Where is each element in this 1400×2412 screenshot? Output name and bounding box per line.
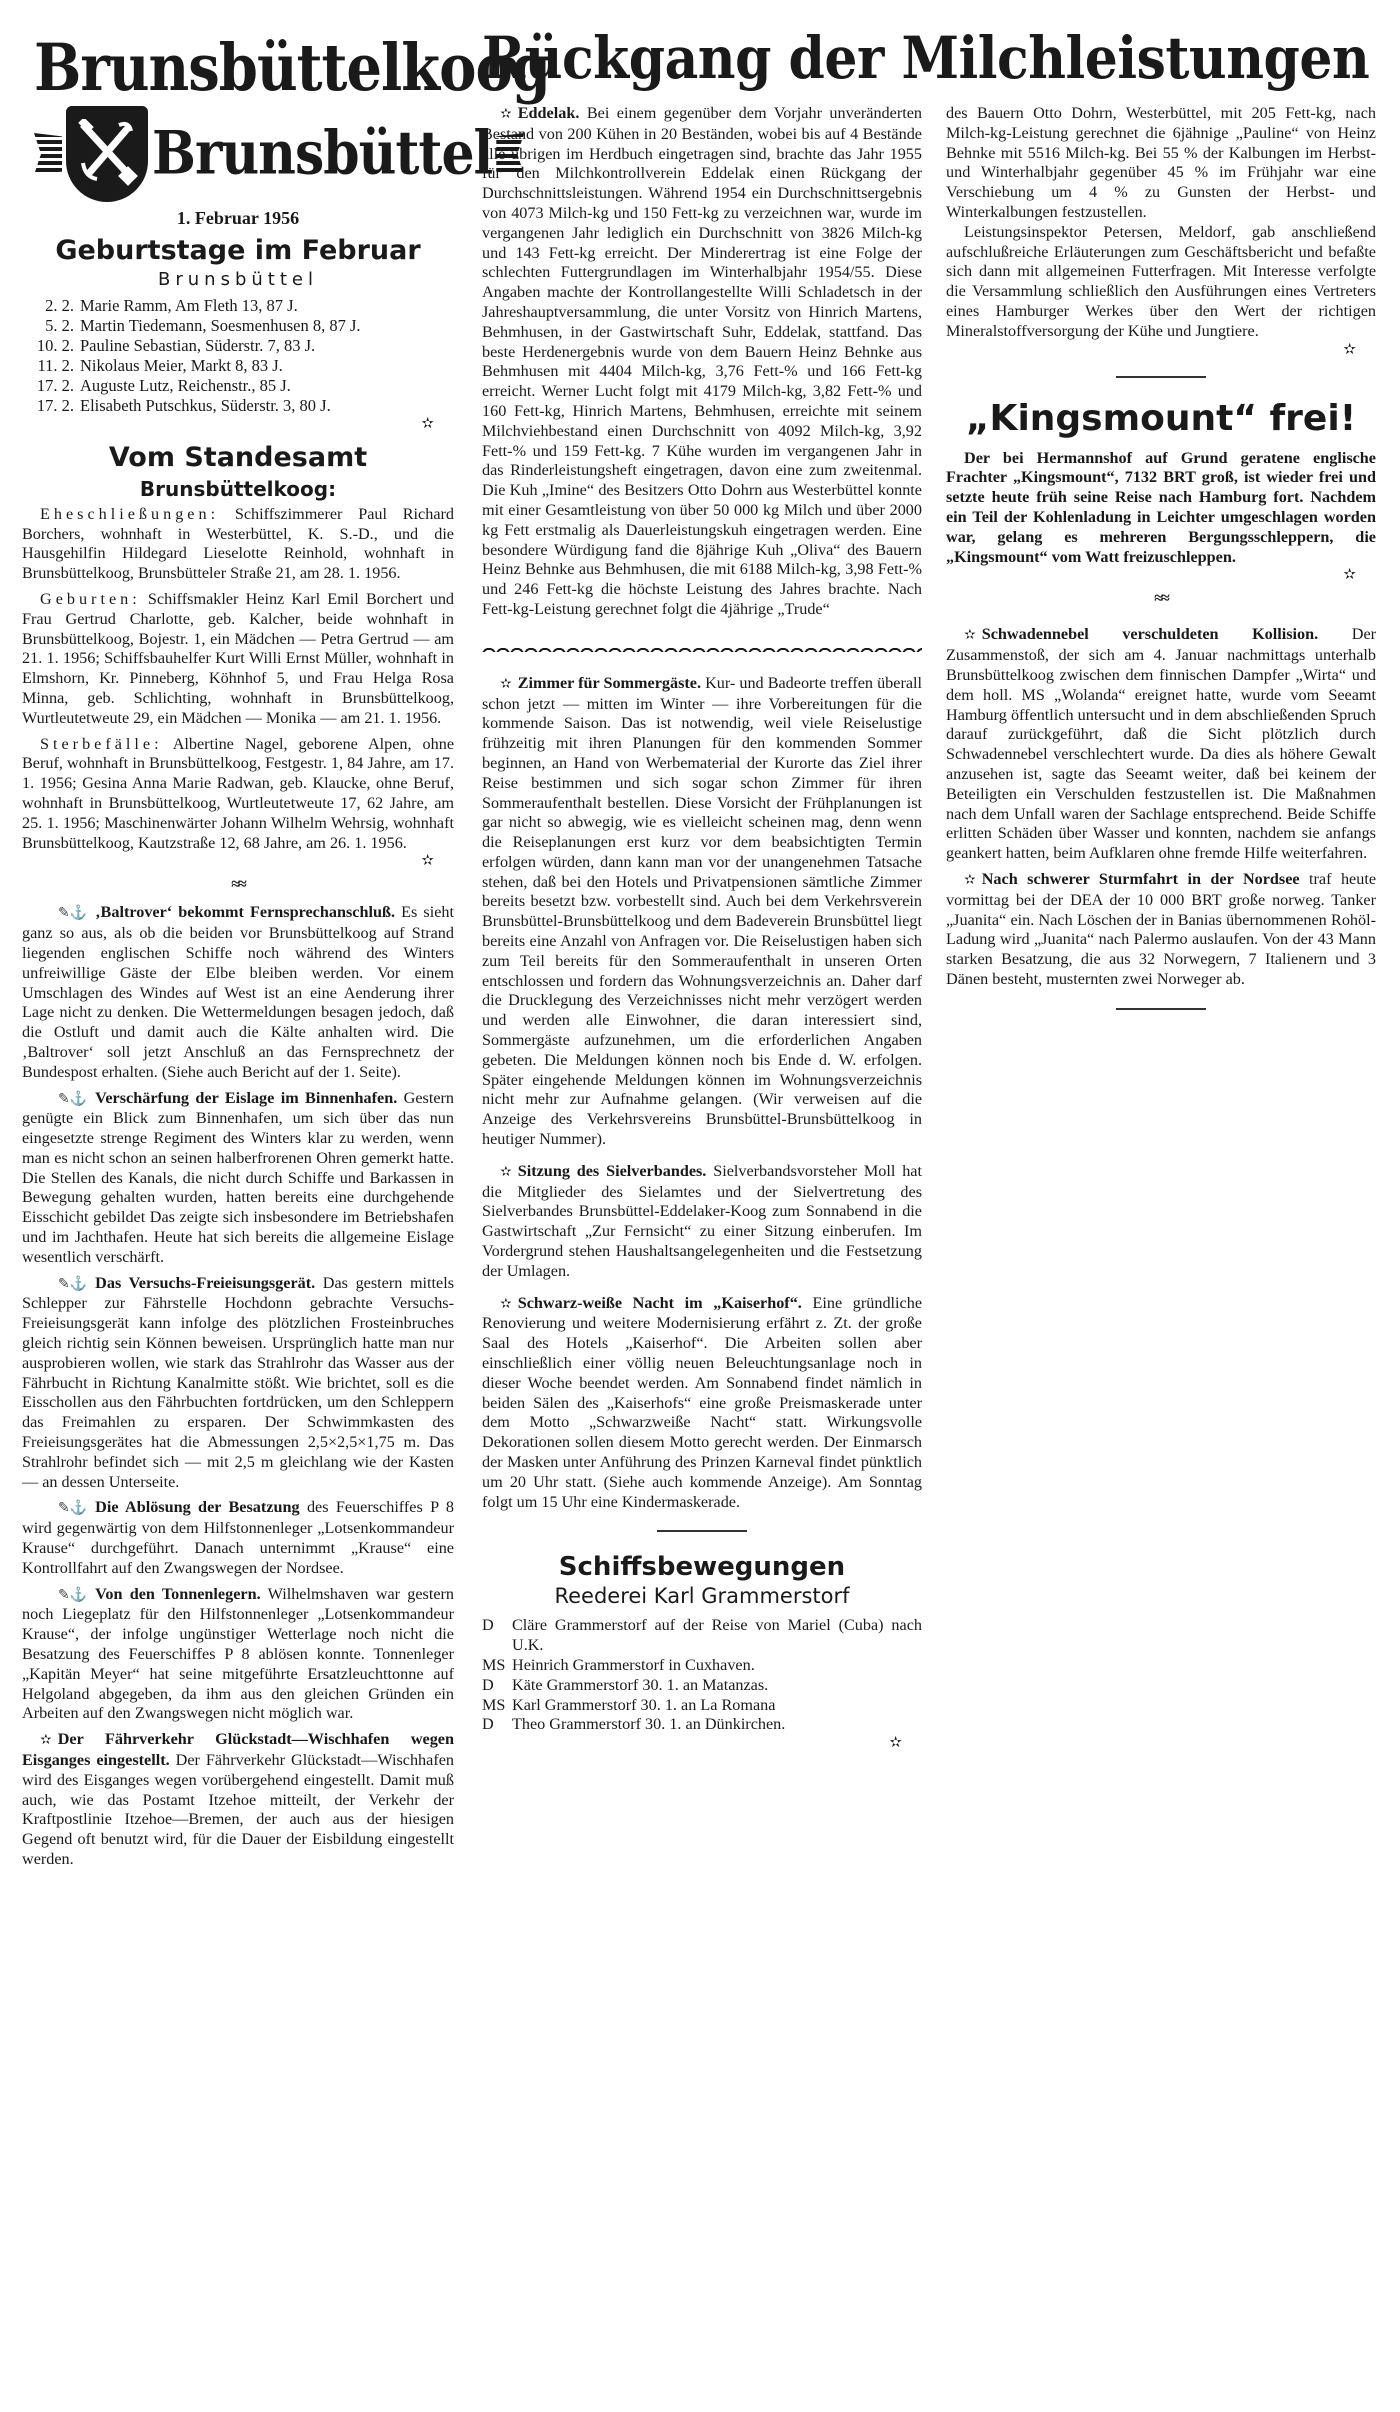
banner-left-icon <box>34 133 62 175</box>
star-icon: ✫ <box>421 416 434 433</box>
star-icon: ✫ <box>421 853 434 870</box>
star-icon: ✫ <box>40 1733 52 1749</box>
news-item: ✫ Schwadennebel verschuldeten Kollision. Der Zusammenstoß, der sich am 4. Januar nachmittags unterhalb Brunsbüttelkoog zwischen dem finnischen Dampfer „Wirta“ und dem holl. MS „Wolanda“ ereignet hatte, wurde vom Seeamt Hamburg öffentlich untersucht und in dem abschließenden Spruch darauf zurückgeführt, daß die Sicht plötzlich durch Schwadennebel verschlechtert wurde. Da dies als höhere Gewalt anzusehen ist, sagte das Seeamt weiter, daß bei keinem der Beteiligten ein Verschulden festzustellen ist. Die Maßnahmen nach dem Unfall waren der Sachlage entsprechend. Beide Schiffe erlitten Schäden über Wasser und konnten, nachdem sie anfangs geankert hatten, beim Aufklaren ohne fremde Hilfe weiterfahren. <box>946 625 1377 863</box>
kingsmount-title: „Kingsmount“ frei! <box>965 397 1357 439</box>
standesamt-entry: Sterbefälle: Albertine Nagel, geborene Alpen, ohne Beruf, wohnhaft in Brunsbüttelkoog, Festgestr. 1, 84 Jahre, am 17. 1. 1956; Gesina Anna Marie Radwan, geb. Klaucke, ohne Beruf, wohnhaft in Brunsbüttelkoog, Wurtleutetweute 17, 62 Jahre, am 25. 1. 1956; Maschinenwärter Johann Wilhelm Wehrsig, wohnhaft Brunsbüttelkoog, Kautzstraße 12, 68 Jahre, am 26. 1. 1956. <box>22 734 455 852</box>
ship-movements-section <box>482 1552 922 1751</box>
coat-of-arms-icon <box>66 106 148 202</box>
ship-entry: D Cläre Grammerstorf auf der Reise von Mariel (Cuba) nach U.K. <box>482 1616 922 1655</box>
birthdays-section <box>22 235 454 432</box>
anchor-pen-icon: ✎⚓ <box>58 1587 88 1603</box>
news-item: ✎⚓ Die Ablösung der Besatzung des Feuerschiffes P 8 wird gegenwärtig von dem Hilfstonnenleger „Lotsenkommandeur Krause“ durchgeführt. Danach unternimmt „Krause“ eine Kontrollfahrt auf den Zwangswegen der Nordsee. <box>22 1498 455 1577</box>
standesamt-place: Brunsbüttelkoog: <box>139 476 337 501</box>
birthday-entry: 10. 2. Pauline Sebastian, Süderstr. 7, 83 J. <box>36 336 316 356</box>
news-item: ✫ Sitzung des Sielverbandes. Sielverbandsvorsteher Moll hat die Mitglieder des Sielamtes und der Sielvertretung des Sielverbandes Brunsbüttel-Eddelaker-Koog zum Sonnabend in die Gastwirtschaft „Zur Fernsicht“ zu einer Sitzung einberufen. Im Vordergrund stehen Haushaltsangelegenheiten und die Festsetzung der Umlagen. <box>482 1161 922 1280</box>
masthead-title-2: Brunsbüttel <box>152 118 493 189</box>
kingsmount-section <box>946 398 1376 608</box>
star-icon: ✫ <box>964 628 976 644</box>
anchor-pen-icon: ✎⚓ <box>58 1501 88 1517</box>
divider <box>657 1530 747 1532</box>
right-column <box>946 104 1376 1030</box>
milk-article-part-2: des Bauern Otto Dohrn, Westerbüttel, mit 205 Fett-kg, nach Milch-kg-Leistung gerechnet die 6jähnige „Pauline“ von Heinz Behnke mit 5516 Milch-kg. Bei 55 % der Kalbungen im Herbst- und Winterhalbjahr gegenüber 45 % im Frühjahr war eine Verschiebung um 4 % zu Gunsten der Herbst- und Winterkalbungen festzustellen. <box>946 104 1376 221</box>
star-icon: ✫ <box>889 1735 902 1752</box>
news-item: ✎⚓ ‚Baltrover‘ bekommt Fernsprechanschluß. Es sieht ganz so aus, als ob die beiden vor Brunsbüttelkoog auf Strand liegenden englischen Schiffe noch während des Winters unfreiwillige Gäste der Elbe bleiben werden. Vor einem Umschlagen des Windes auf West ist an eine Aenderung ihrer Lage nicht zu denken. Die Wettermeldungen besagen jedoch, daß die Ostluft und damit auch die Kälte anhalten wird. Die ‚Baltrover‘ soll jetzt Anschluß an das Fernsprechnetz der Bundespost erhalten. (Siehe auch Bericht auf der 1. Seite). <box>22 903 454 1081</box>
main-headline: Rückgang der Milchleistungen <box>482 24 1370 93</box>
middle-column <box>482 104 922 1751</box>
kingsmount-text: Der bei Hermannshof auf Grund geratene englische Frachter „Kingsmount“, 7132 BRT groß, ist wieder frei und setzte heute früh seine Reise nach Hamburg fort. Nachdem ein Teil der Kohlenladung in Leichter umgeschlagen worden war, gelang es mehreren Bergungsschleppern, die „Kingsmount“ vom Watt freizuschleppen. <box>946 448 1376 566</box>
masthead <box>22 0 550 200</box>
wave-divider-icon: ≈≈ <box>1154 590 1168 608</box>
star-icon: ✫ <box>500 676 512 692</box>
news-item: ✫ Schwarz-weiße Nacht im „Kaiserhof“. Eine gründliche Renovierung und weitere Modernisierung erfährt z. Zt. der große Saal des Hotels „Kaiserhof“. Die Arbeiten sollen aber einschließlich einer völlig neuen Beleuchtungsanlage noch in dieser Woche beendet werden. Am Sonnabend findet nämlich in beiden Sälen des „Kaiserhofs“ eine große Preismaskerade unter dem Motto „Schwarzweiße Nacht“ statt. Wirkungsvolle Dekorationen sollen diesem Motto gerecht werden. Der Einmarsch der Masken unter Anführung des Prinzen Karneval findet pünktlich um 20 Uhr statt. (Siehe auch kommende Anzeige). Am Sonntag folgt um 15 Uhr eine Kindermaskerade. <box>482 1293 923 1511</box>
birthday-entry: 17. 2. Auguste Lutz, Reichenstr., 85 J. <box>36 376 291 396</box>
ship-entry: D Käte Grammerstorf 30. 1. an Matanzas. <box>482 1675 769 1694</box>
birthday-entry: 17. 2. Elisabeth Putschkus, Süderstr. 3, 80 J. <box>36 396 331 416</box>
ship-movements-title: Schiffsbewegungen <box>558 1552 846 1583</box>
milk-article-part-3: Leistungsinspektor Petersen, Meldorf, gab anschließend aufschlußreiche Erläuterungen zum Geschäftsbericht und befaßte sich dann mit allgemeinen Futterfragen. Mit Interesse verfolgte die Versammlung schließlich den Ausführungen eines Vertreters eines Hamburger Werkes über den Wert der richtigen Mineralstoffversorgung der Kühe und Jungtiere. <box>946 222 1376 340</box>
divider <box>1116 1008 1206 1010</box>
star-icon: ✫ <box>500 1164 512 1180</box>
masthead-title-1: Brunsbüttelkoog <box>34 30 550 107</box>
ship-entry: D Theo Grammerstorf 30. 1. an Dünkirchen. <box>482 1715 786 1734</box>
ship-list <box>482 1616 922 1735</box>
birthday-list <box>22 296 454 416</box>
birthday-entry: 11. 2. Nikolaus Meier, Markt 8, 83 J. <box>37 356 283 376</box>
news-item: ✎⚓ Das Versuchs-Freieisungsgerät. Das gestern mittels Schlepper zur Fährstelle Hochdonn gebrachte Versuchs-Freieisungsgerät kann infolge des plötzlichen Frosteinbruches gleich richtig sein Können beweisen. Ursprünglich hatte man nur ausprobieren wollen, wie stark das Strahlrohr das Wasser aus der Fährbucht in Richtung Kanalmitte stößt. Wie brichtet, soll es die Eisschollen aus den Fährbuchten fortdrücken, um den Schleppern das Freimahlen zu ersparen. Der Schwimmkasten des Freieisungsgerätes hat die Abmessungen 2,5×2,5×1,75 m. Das Strahlrohr befindet sich — mit 2,5 m gleichlang wie der Kasten — an dessen Unterseite. <box>22 1273 455 1491</box>
anchor-pen-icon: ✎⚓ <box>58 1091 88 1107</box>
star-icon: ✫ <box>964 872 976 888</box>
birthdays-place: Brunsbüttel <box>158 269 318 291</box>
birthday-entry: 2. 2. Marie Ramm, Am Fleth 13, 87 J. <box>45 296 298 316</box>
wave-divider-icon: ≈≈ <box>231 876 245 894</box>
ship-entry: MS Heinrich Grammerstorf in Cuxhaven. <box>482 1655 755 1674</box>
ship-entry: MS Karl Grammerstorf 30. 1. an La Romana <box>482 1695 776 1714</box>
standesamt-entry: Geburten: Schiffsmakler Heinz Karl Emil Borchert und Frau Gertrud Charlotte, geb. Kalcher, beide wohnhaft in Brunsbüttelkoog, Bojestr. 1, ein Mädchen — Petra Gertrud — am 21. 1. 1956; Schiffsbauhelfer Kurt Willi Ernst Müller, wohnhaft in Elmshorn, Kr. Pinneberg, Köhnhof 5, und Frau Helga Rosa Minna, geb. Schlichting, wohnhaft in Brunsbüttelkoog, Wurtleutetweute 29, ein Mädchen — Monika — am 21. 1. 1956. <box>22 589 455 727</box>
milk-article-part-1: ✫ Eddelak. Bei einem gegenüber dem Vorjahr unveränderten Bestand von 200 Kühen in 20 Beständen, wobei bis auf 4 Bestände alle übrigen im Herdbuch eingetragen sind, brachte das Jahr 1955 für den Milchkontrollverein Eddelak einen Rückgang der Durchschnittsleistungen. Während 1954 ein Durchschnittsergebnis von 4073 Milch-kg und 150 Fett-kg zu verzeichnen war, wurde im vergangenen Jahr lediglich ein Durchschnitt von 3826 Milch-kg und 143 Fett-kg erreicht. Der Minderertrag ist eine Folge der schlechten Futtergrundlagen im Winterhalbjahr 1954/55. Diese Angaben machte der Kontrollangestellte Willi Schladetsch in der Jahreshauptversammlung, die unter Vorsitz von Hinrich Martens, Behmhusen, in der Gastwirtschaft Suhr, Eddelak, stattfand. Das beste Herdenergebnis wurde von dem Bauern Heinz Behnke aus Behmhusen mit 4404 Milch-kg, 3,76 Fett-% und 166 Fett-kg erreicht. Werner Lucht folgt mit 4179 Milch-kg, 3,82 Fett-% und 160 Fett-kg, Hinrich Martens, Behmhusen, erreichte mit seinem Milchviehbestand einen Durchschnitt von 4092 Milch-kg, 3,92 Fett-% und 159 Fett-kg. 7 Kühe wurden im vergangenen Jahr in das Rinderleistungsheft eingetragen, davon eine zum zweitenmal. Die Kuh „Imine“ des Besitzers Otto Dohrn aus Westerbüttel konnte mit einer Gesamtleistung von über 50 000 kg Milch und über 2000 kg Fett erstmalig als Dauerleistungskuh eingetragen werden. Eine besondere Würdigung fand die 8jährige Kuh „Oliva“ des Bauern Heinz Behnke aus Behmhusen, die mit 6188 Milch-kg, 3,98 Fett-% und 246 Fett-kg die höchste Leistung des Jahres brachte. Nach Fett-kg-Leistung gerechnet folgt die 4jährige „Trude“ <box>482 104 923 618</box>
issue-date: 1. Februar 1956 <box>176 208 300 228</box>
anchor-pen-icon: ✎⚓ <box>58 1276 88 1292</box>
standesamt-entry: Eheschließungen: Schiffszimmerer Paul Richard Borchers, wohnhaft in Westerbüttel, K. S.-D., und die Hausgehilfin Hildegard Lieselotte Reinhold, wohnhaft in Brunsbüttelkoog, Brunsbütteler Straße 21, am 28. 1. 1956. <box>22 504 455 583</box>
left-column <box>22 0 550 1870</box>
birthdays-title: Geburtstage im Februar <box>55 235 421 266</box>
news-item: ✫ Zimmer für Sommergäste. Kur- und Badeorte treffen überall schon jetzt — mitten im Winter — ihre Vorbereitungen für die kommende Saison. Das ist notwendig, weil viele Reiselustige frühzeitig mit ihren Planungen für den kommenden Sommer beginnen, an Hand von Werbematerial der Kurorte das Ziel ihrer Reise bestimmen und sich sogar schon Zimmer für ihren Sommeraufenthalt bestellen. Diese Vorsicht der Frühplanungen ist gar nicht so abwegig, wie es vielleicht scheinen mag, denn wenn die Reiseplanungen erst kurz vor dem beabsichtigten Termin erfolgen würden, dann kann man vor der unangenehmen Tatsache stehen, daß bei den Hotels und Privatpensionen sämtliche Zimmer bereits besetzt bzw. vorbestellt sind. Auch bei dem Verkehrsverein Brunsbüttel-Brunsbüttelkoog und dem Badeverein Brunsbüttel liegt bereits eine Anzahl von Anfragen vor. Die Reiselustigen haben sich zum Teil bereits für den Sommeraufenthalt in unseren Orten entschlossen und fordern das Wohnungsverzeichnis an. Daher darf die Drucklegung des Verzeichnisses nicht mehr verzögert werden und werden alle Einwohner, die daran interessiert sind, Sommergäste aufzunehmen, um die erforderlichen Angaben gebeten. Die Meldungen können noch bis Ende d. W. erfolgen. Später eingehende Meldungen können im Wohnungsverzeichnis nicht mehr zur Aufnahme gelangen. (Wir verweisen auf die Anzeige des Verkehrsvereins Brunsbüttel-Brunsbüttelkoog in heutiger Nummer). <box>482 673 923 1149</box>
shipping-company: Reederei Karl Grammerstorf <box>554 1584 850 1609</box>
news-item: ✎⚓ Von den Tonnenlegern. Wilhelmshaven war gestern noch Liegeplatz für den Hilfstonnenleger „Lotsenkommandeur Krause“, der infolge ungünstiger Wetterlage noch nicht die Besatzung des Feuerschiffes P 8 ablösen konnte. Tonnenleger „Kapitän Meyer“ hat seine mitgeführte Ersatzleuchttonne auf Helgoland abgegeben, da ihm aus den gleichen Gründen ein Arbeiten auf den Zwangswegen nicht möglich war. <box>22 1584 454 1723</box>
anchor-pen-icon: ✎⚓ <box>58 906 88 922</box>
standesamt-title: Vom Standesamt <box>108 442 368 474</box>
wave-divider-icon <box>482 638 922 652</box>
star-icon: ✫ <box>1343 341 1356 358</box>
divider <box>1116 376 1206 378</box>
star-icon: ✫ <box>500 1296 512 1312</box>
star-icon: ✫ <box>500 107 512 122</box>
local-news-left <box>22 903 454 1869</box>
birthday-entry: 5. 2. Martin Tiedemann, Soesmenhusen 8, 87 J. <box>45 316 361 336</box>
news-item: ✫ Der Fährverkehr Glückstadt—Wischhafen wegen Eisganges eingestellt. Der Fährverkehr Glückstadt—Wischhafen wird des Eisganges wegen vorübergehend eingestellt. Damit muß auch, wie das Postamt Itzehoe mitteilt, der Verkehr der Kraftpostlinie Itzehoe—Bremen, der auch aus der hiesigen Gegend oft benutzt wird, für die Dauer der Eisbildung eingestellt werden. <box>22 1730 455 1868</box>
news-item: ✫ Nach schwerer Sturmfahrt in der Nordsee traf heute vormittag bei der DEA der 10 000 BRT große norweg. Tanker „Juanita“ ein. Nach Löschen der in Banias übernommenen Rohöl-Ladung wird „Juanita“ nach Palermo auslaufen. Von der 43 Mann starken Besatzung, die aus 32 Norwegern, 7 Italienern und 3 Dänen besteht, musternten zwei Norweger ab. <box>946 869 1377 988</box>
news-item: ✎⚓ Verschärfung der Eislage im Binnenhafen. Gestern genügte ein Blick zum Binnenhafen, um sich über das nun eingesetzte strenge Regiment des Winters klar zu werden, wenn man es nicht schon an seinen halberfrorenen Ohren gemerkt hatte. Die Stellen des Kanals, die nicht durch Schiffe und Barkassen in Bewegung gehalten wurden, hatten bereits eine durchgehende Eisschicht gebildet Das zeigte sich insbesondere im Betriebshafen und im Jachthafen. Heute hat sich bereits die allgemeine Eislage wesentlich verschärft. <box>22 1088 455 1266</box>
standesamt-section <box>22 442 454 893</box>
star-icon: ✫ <box>1343 567 1356 584</box>
